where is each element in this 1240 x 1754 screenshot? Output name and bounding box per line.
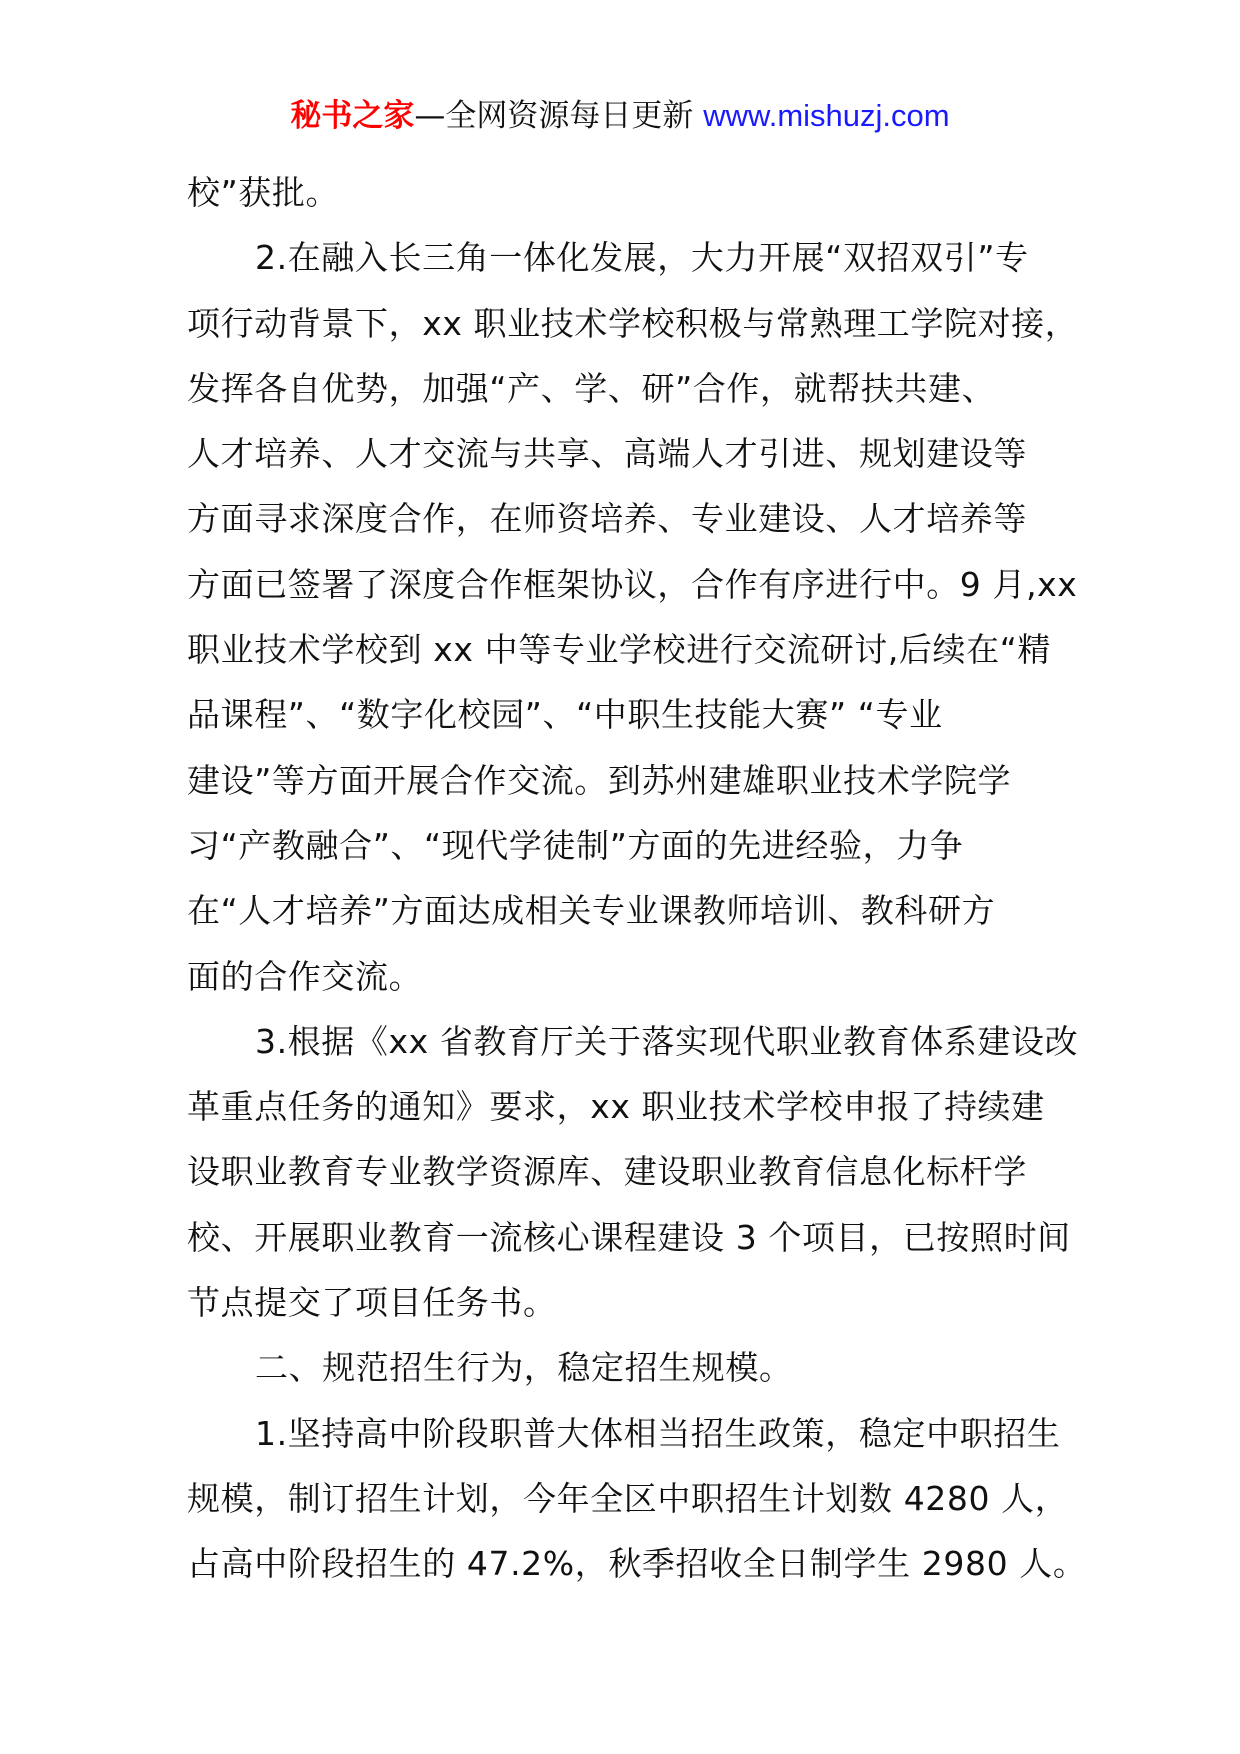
text-line: 项行动背景下，xx 职业技术学校积极与常熟理工学院对接， — [187, 303, 1079, 343]
text-line: 占高中阶段招生的 47.2%，秋季招收全日制学生 2980 人。 — [187, 1544, 1087, 1584]
site-url-link[interactable]: www.mishuzj.com — [703, 98, 950, 133]
text-line: 设职业教育专业教学资源库、建设职业教育信息化标杆学 — [187, 1152, 1027, 1192]
document-body — [187, 160, 1087, 1597]
text-line: 面的合作交流。 — [187, 956, 423, 996]
text-line: 校、开展职业教育一流核心课程建设 3 个项目，已按照时间 — [187, 1217, 1071, 1257]
text-line: 1.坚持高中阶段职普大体相当招生政策，稳定中职招生 — [255, 1413, 1061, 1453]
text-line: 革重点任务的通知》要求，xx 职业技术学校申报了持续建 — [187, 1087, 1045, 1127]
text-line: 品课程”、“数字化校园”、“中职生技能大赛” “专业 — [187, 695, 943, 735]
text-line: 节点提交了项目任务书。 — [187, 1283, 557, 1323]
header-tagline: —全网资源每日更新 — [414, 98, 704, 134]
text-line: 校”获批。 — [187, 173, 340, 212]
text-line: 建设”等方面开展合作交流。到苏州建雄职业技术学院学 — [187, 760, 1012, 800]
text-line: 方面寻求深度合作，在师资培养、专业建设、人才培养等 — [187, 499, 1027, 539]
text-line: 2.在融入长三角一体化发展，大力开展“双招双引”专 — [255, 238, 1029, 278]
text-line: 在“人才培养”方面达成相关专业课教师培训、教科研方 — [187, 891, 996, 931]
text-line: 习“产教融合”、“现代学徒制”方面的先进经验，力争 — [187, 825, 964, 865]
section-heading: 二、规范招生行为，稳定招生规模。 — [255, 1348, 793, 1388]
text-line: 方面已签署了深度合作框架协议，合作有序进行中。9 月,xx — [187, 564, 1078, 604]
brand-name: 秘书之家 — [290, 98, 415, 134]
text-line: 人才培养、人才交流与共享、高端人才引进、规划建设等 — [187, 434, 1027, 474]
site-header — [0, 96, 1240, 136]
text-line: 职业技术学校到 xx 中等专业学校进行交流研讨,后续在“精 — [187, 630, 1052, 670]
text-line: 3.根据《xx 省教育厅关于落实现代职业教育体系建设改 — [255, 1021, 1079, 1061]
text-line: 发挥各自优势，加强“产、学、研”合作，就帮扶共建、 — [187, 368, 996, 408]
text-line: 规模，制订招生计划，今年全区中职招生计划数 4280 人， — [187, 1478, 1069, 1518]
